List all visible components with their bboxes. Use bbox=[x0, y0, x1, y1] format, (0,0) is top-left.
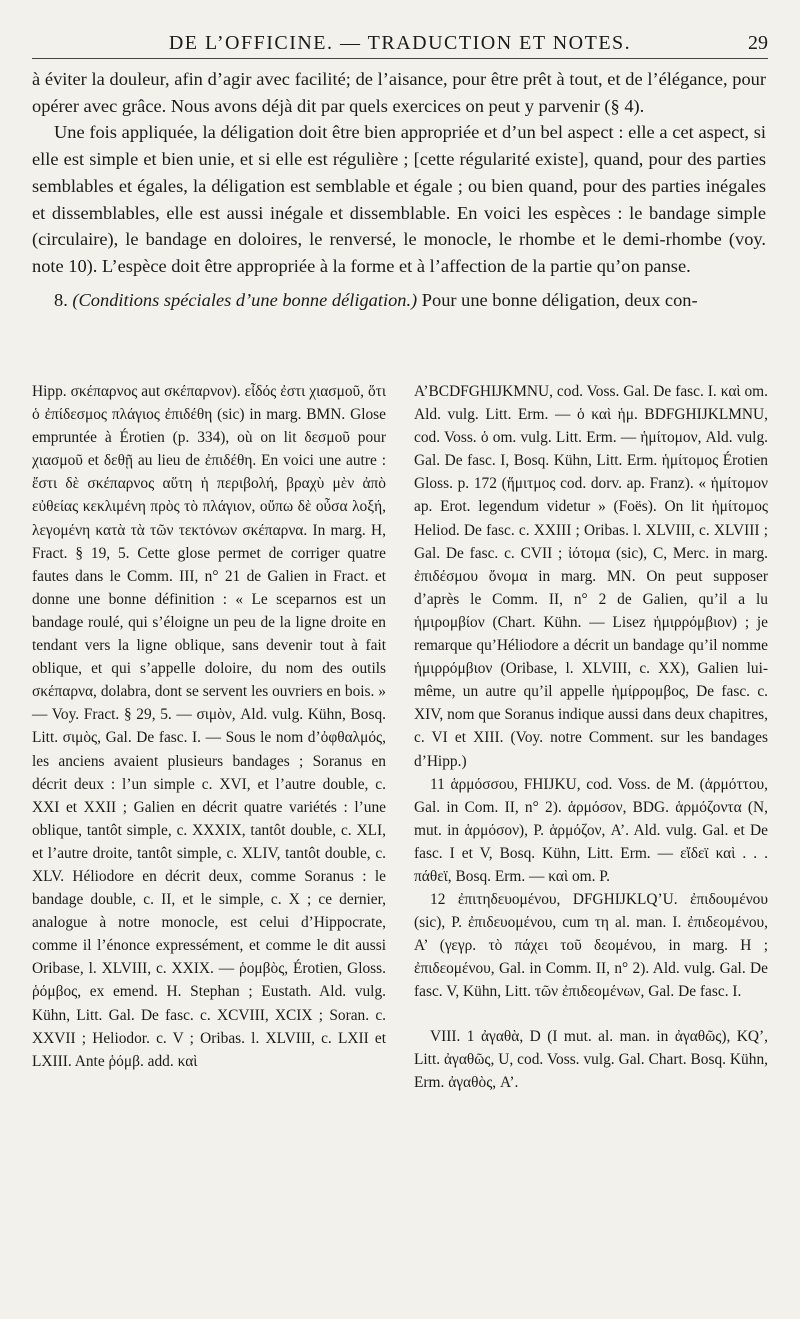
note-right-continuation: A’BCDFGHIJKMNU, cod. Voss. Gal. De fasc. I. καὶ om. Ald. vulg. Litt. Erm. — ὁ καὶ ἡμ. BDFGHIJKLMNU, cod. Voss. ὁ om. vulg. Litt. Erm. — ἡμίτομον, Ald. vulg. Gal. De fasc. I, Bosq. Kühn, Litt. Erm. ἡμίτομος Érotien Gloss. p. 172 (ἥμιτμος cod. dorv. ap. Franz). « ἡμίτομον ap. Erot. legendum videtur » (Foës). On lit ἡμίτομος Heliod. De fasc. c. XXIII ; Oribas. l. XLVIII, c. XLVIII ; Gal. De fasc. c. CVII ; ἰότομα (sic), C, Merc. in marg. ἐπιδέσμου ὄνομα in marg. MN. On peut supposer d’après le Comm. II, n° 2 de Galien, qu’il a lu ἡμιρομβίον (Chart. Kühn. — Lisez ἡμιρρόμβιον) ; je remarque qu’Héliodore a décrit un bandage qu’il nomme ἡμιρρόμβιον (Oribase, l. XLVIII, c. XX), Galien lui-même, un autre qu’il appelle ἡμίρρομβος, De fasc. c. XIV, nom que Soranus indique aussi dans deux chapitres, c. VI et XIII. (Voy. notre Comment. sur les bandages d’Hipp.) bbox=[414, 383, 768, 770]
section-title: (Conditions spéciales d’une bonne déligation.) bbox=[72, 289, 418, 310]
note-left-text: Hipp. σκέπαρνος aut σκέπαρνον). εἶδός ἐστι χιασμοῦ, ὅτι ὁ ἐπίδεσμος πλάγιος ἐπιδέθη (sic) in marg. BMN. Glose empruntée à Érotien (p. 334), où on lit δεσμοῦ pour χιασμοῦ et δεθῇ au lieu de ἐπιδέθη. En voici une autre : ἔστι δὲ σκέπαρνος αὕτη ἡ περιβολή, βραχὺ μὲν ἀπὸ εὐθείας κεκλιμένη πρὸς τὸ πλάγιον, οὔπω δὲ οὖσα λοξή, λεγομένη κατὰ τὰ τῶν τεκτόνων σκέπαρνα. In marg. H, Fract. § 19, 5. Cette glose permet de corriger quatre fautes dans le Comm. III, n° 21 de Galien in Fract. et donne une bonne définition : « Le sceparnos est un bandage roulé, qui s’éloigne un peu de la ligne droite en tendant vers la ligne oblique, sans devenir tout à fait oblique, et qui s’appelle doloire, du nom des outils σκέπαρνα, dolabra, dont se servent les ouvriers en bois. » — Voy. Fract. § 29, 5. — σιμὸν, Ald. vulg. Kühn, Bosq. Litt. σιμὸς, Gal. De fasc. I. — Sous le nom d’ὀφθαλμός, les anciens avaient plusieurs bandages ; Soranus en décrit deux : l’un simple c. XVI, et l’autre double, c. XXI et XXII ; Galien en décrit quatre variétés : l’une oblique, tantôt simple, c. XXXIX, tantôt double, c. XLI, et l’autre droite, tantôt simple, c. XLIV, tantôt double, c. XLV. Héliodore en décrit deux, comme Soranus : le bandage double, c. II, et le simple, c. X ; ce dernier, analogue à notre monocle, est celui d’Hippocrate, comme il l’énonce expressément, et comme le dit aussi Oribase, l. XLVIII, c. XXIX. — ῥομβὸς, Érotien, Gloss. ῥόμβος, ex emend. H. Stephan ; Eustath. Ald. vulg. Kühn, Litt. Gal. De fasc. c. XCVIII, XCIX ; Soran. c. XXVII ; Heliodor. c. V ; Oribas. l. XLVIII, c. LXII et LXIII. Ante ῥόμβ. add. καὶ bbox=[32, 383, 386, 1070]
note-11: 11 ἁρμόσσου, FHIJKU, cod. Voss. de M. (ἁρμόττου, Gal. in Com. II, n° 2). ἁρμόσον, BDG. ἁρμόζοντα (N, mut. in ἁρμόσον), P. ἁρμόζον, A’. Ald. vulg. Gal. et De fasc. I et V, Bosq. Kühn, Litt. Erm. — εἴδεϊ καὶ . . . πάθεϊ, Bosq. Erm. — καὶ om. P. bbox=[414, 775, 768, 885]
running-head: DE L’OFFICINE. — TRADUCTION ET NOTES. bbox=[168, 32, 632, 54]
section-text: Pour une bonne déligation, deux con- bbox=[417, 289, 698, 310]
main-text bbox=[32, 66, 766, 313]
main-paragraph-1: à éviter la douleur, afin d’agir avec facilité; de l’aisance, pour être prêt à tout, et de l’élégance, pour opérer avec grâce. Nous avons déjà dit par quels exercices on peut y parvenir (§ 4). bbox=[32, 69, 766, 116]
note-12: 12 ἐπιτηδευομένου, DFGHIJKLQ’U. ἐπιδουμένου (sic), P. ἐπιδευομένου, cum τη al. man. I. ἐπιδεομένου, A’ (γεγρ. τὸ πάχει τοῦ δεομένου, in marg. H ; ἐπιδεομένου, Gal. in Comm. II, n° 2). Ald. vulg. Gal. De fasc. V, Kühn, Litt. τῶν ἐπιδεομένων, Gal. De fasc. I. bbox=[414, 891, 768, 1001]
page-header bbox=[32, 32, 768, 59]
page-number: 29 bbox=[748, 32, 768, 54]
main-paragraph-2: Une fois appliquée, la déligation doit être bien appropriée et d’un bel aspect : elle a cet aspect, si elle est simple et bien unie, et si elle est régulière ; [cette régularité existe], quand, pour des parties semblables et égales, la déligation est semblable et égale ; ou bien quand, pour des parties inégales et dissemblables, elle est aussi inégale et dissemblable. En voici les espèces : le bandage simple (circulaire), le bandage en doloires, le renversé, le monocle, le rhombe et le demi-rhombe (voy. note 10). L’espèce doit être appropriée à la forme et à l’affection de la partie qu’on panse. bbox=[32, 122, 766, 276]
notes-right-column bbox=[414, 380, 768, 1094]
note-viii-1: VIII. 1 ἀγαθὰ, D (I mut. al. man. in ἀγαθῶς), KQ’, Litt. ἀγαθῶς, U, cod. Voss. vulg. Gal. Chart. Bosq. Kühn, Erm. ἀγαθὸς, A’. bbox=[414, 1027, 768, 1091]
notes-left-column bbox=[32, 380, 386, 1073]
section-8-paragraph bbox=[32, 287, 766, 314]
section-number: 8. bbox=[54, 289, 68, 310]
